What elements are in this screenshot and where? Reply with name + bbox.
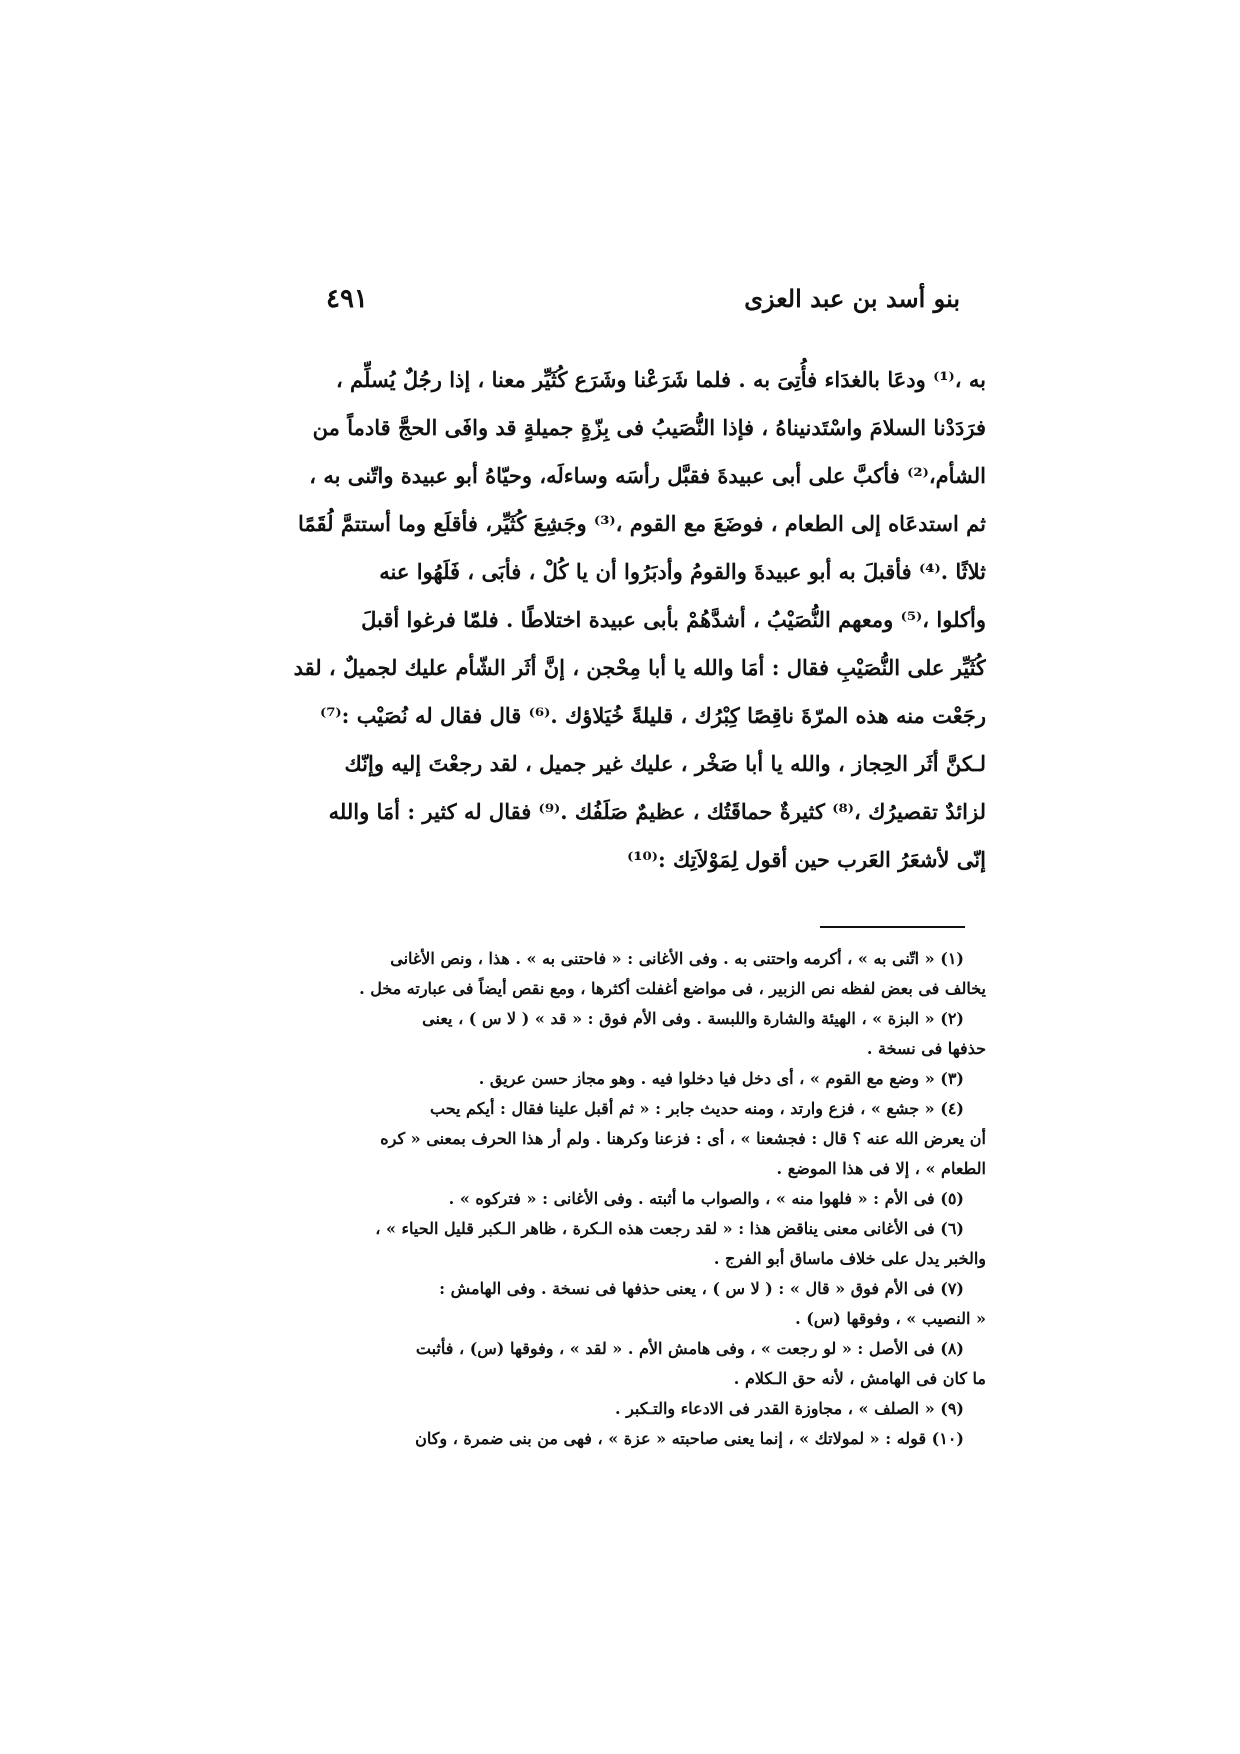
text-line: ثلاثًا .⁽⁴⁾ فأقبلَ به أبو عبيدةَ والقومُ وأدبَرُوا أن يا كُلْ ، فأبَى ، فَلَهُوا عنه <box>379 559 986 584</box>
footnotes <box>268 944 986 1454</box>
text-line: وأكلوا ،⁽⁵⁾ ومعهم النُّصَيْبُ ، أشدَّهُمْ بأبى عبيدة اختلاطًا . فلمّا فرغوا أقبلَ <box>361 607 986 632</box>
footnote-line: أن يعرض الله عنه ؟ قال : فجشعنا » ، أى : فزعنا وكرهنا . ولم أر هذا الحرف بمعنى « كره <box>380 1129 986 1148</box>
text-line: لـكنَّ أثَر الحِجاز ، والله يا أبا صَخْر ، عليك غير جميل ، لقد رجعْتَ إليه وإنّك <box>344 751 986 776</box>
text-line: لزائدٌ تقصيرُك ،⁽⁸⁾ كثيرةٌ حماقَتُك ، عظيمٌ صَلَفُك .⁽⁹⁾ فقال له كثير : أمَا والله <box>328 799 986 824</box>
page-header <box>300 284 960 324</box>
footnote-separator <box>820 926 965 928</box>
main-text <box>268 356 986 884</box>
text-line: إنّى لأشعَرُ العَرب حين أقول لِمَوْلاَتِك :⁽¹⁰⁾ <box>627 847 986 872</box>
text-line: به ،⁽¹⁾ ودعَا بالغدَاء فأُتِىَ به . فلما شَرَعْنا وشَرَع كُثَيِّر معنا ، إذا رجُلٌ يُسلِّم ، <box>335 367 986 392</box>
text-line: ثم استدعَاه إلى الطعام ، فوضَعَ مع القوم ،⁽³⁾ وجَشِعَ كُثَيِّر، فأقلَع وما أستتمَّ لُقَمًا <box>297 511 986 536</box>
text-line: فرَدَدْنا السلامَ واسْتَدنيناهُ ، فإذا النُّصَيبُ فى بِزّةٍ جميلةٍ قد وافَى الحجَّ قادماً من <box>312 415 986 440</box>
footnote-line: (١٠) قوله : « لمولاتك » ، إنما يعنى صاحبته « عزة » ، فهى من بنى ضمرة ، وكان <box>415 1429 964 1448</box>
footnote-line: ما كان فى الهامش ، لأنه حق الـكلام . <box>733 1369 986 1388</box>
footnote-line: (٦) فى الأغانى معنى يناقض هذا : « لقد رجعت هذه الـكرة ، ظاهر الـكبر قليل الحياء » ، <box>375 1219 964 1238</box>
footnote-line: « النصيب » ، وفوقها (س) . <box>795 1309 986 1328</box>
footnote-line: (٧) فى الأم فوق « قال » : ( لا س ) ، يعنى حذفها فى نسخة . وفى الهامش : <box>439 1279 964 1298</box>
footnote-line: حذفها فى نسخة . <box>866 1039 986 1058</box>
page-number: ٤٩١ <box>326 284 368 314</box>
text-line: كُثَيِّر على النُّصَيْبِ فقال : أمَا والله يا أبا مِحْجن ، إنَّ أثَر الشّأم عليك لجميلٌ ، لقد <box>293 655 986 680</box>
footnote-line: الطعام » ، إلا فى هذا الموضع . <box>776 1159 986 1178</box>
footnote-line: (١) « اتّنى به » ، أكرمه واحتنى به . وفى الأغانى : « فاحتنى به » . هذا ، ونص الأغانى <box>390 949 964 968</box>
text-line: رجَعْت منه هذه المرّةَ ناقِصًا كِبْرُك ، قليلةً خُيَلاؤك .⁽⁶⁾ قال فقال له نُصَيْب :⁽⁷⁾ <box>319 703 986 728</box>
footnote-line: (٥) فى الأم : « فلهوا منه » ، والصواب ما أثبته . وفى الأغانى : « فتركوه » . <box>448 1189 964 1208</box>
running-title: بنو أسد بن عبد العزى <box>744 284 960 313</box>
footnote-line: يخالف فى بعض لفظه نص الزبير ، فى مواضع أغفلت أكثرها ، ومع نقص أيضاً فى عبارته مخل . <box>359 979 986 998</box>
text-line: الشأم،⁽²⁾ فأكبَّ على أبى عبيدةَ فقبَّل رأسَه وساءلَه، وحيّاهُ أبو عبيدة واتّنى به ، <box>309 463 986 488</box>
footnote-line: (٢) « البزة » ، الهيئة والشارة واللبسة . وفى الأم فوق : « قد » ( لا س ) ، يعنى <box>422 1009 964 1028</box>
footnote-line: (٣) « وضع مع القوم » ، أى دخل فيا دخلوا فيه . وهو مجاز حسن عريق . <box>478 1069 964 1088</box>
footnote-line: (٩) « الصلف » ، مجاوزة القدر فى الادعاء والتـكبر . <box>614 1399 964 1418</box>
footnote-line: والخبر يدل على خلاف ماساق أبو الفرج . <box>713 1249 986 1268</box>
footnote-line: (٨) فى الأصل : « لو رجعت » ، وفى هامش الأم . « لقد » ، وفوقها (س) ، فأثبت <box>415 1339 964 1358</box>
footnote-line: (٤) « جشع » ، فزع وارتد ، ومنه حديث جابر : « ثم أقبل علينا فقال : أيكم يحب <box>429 1099 964 1118</box>
